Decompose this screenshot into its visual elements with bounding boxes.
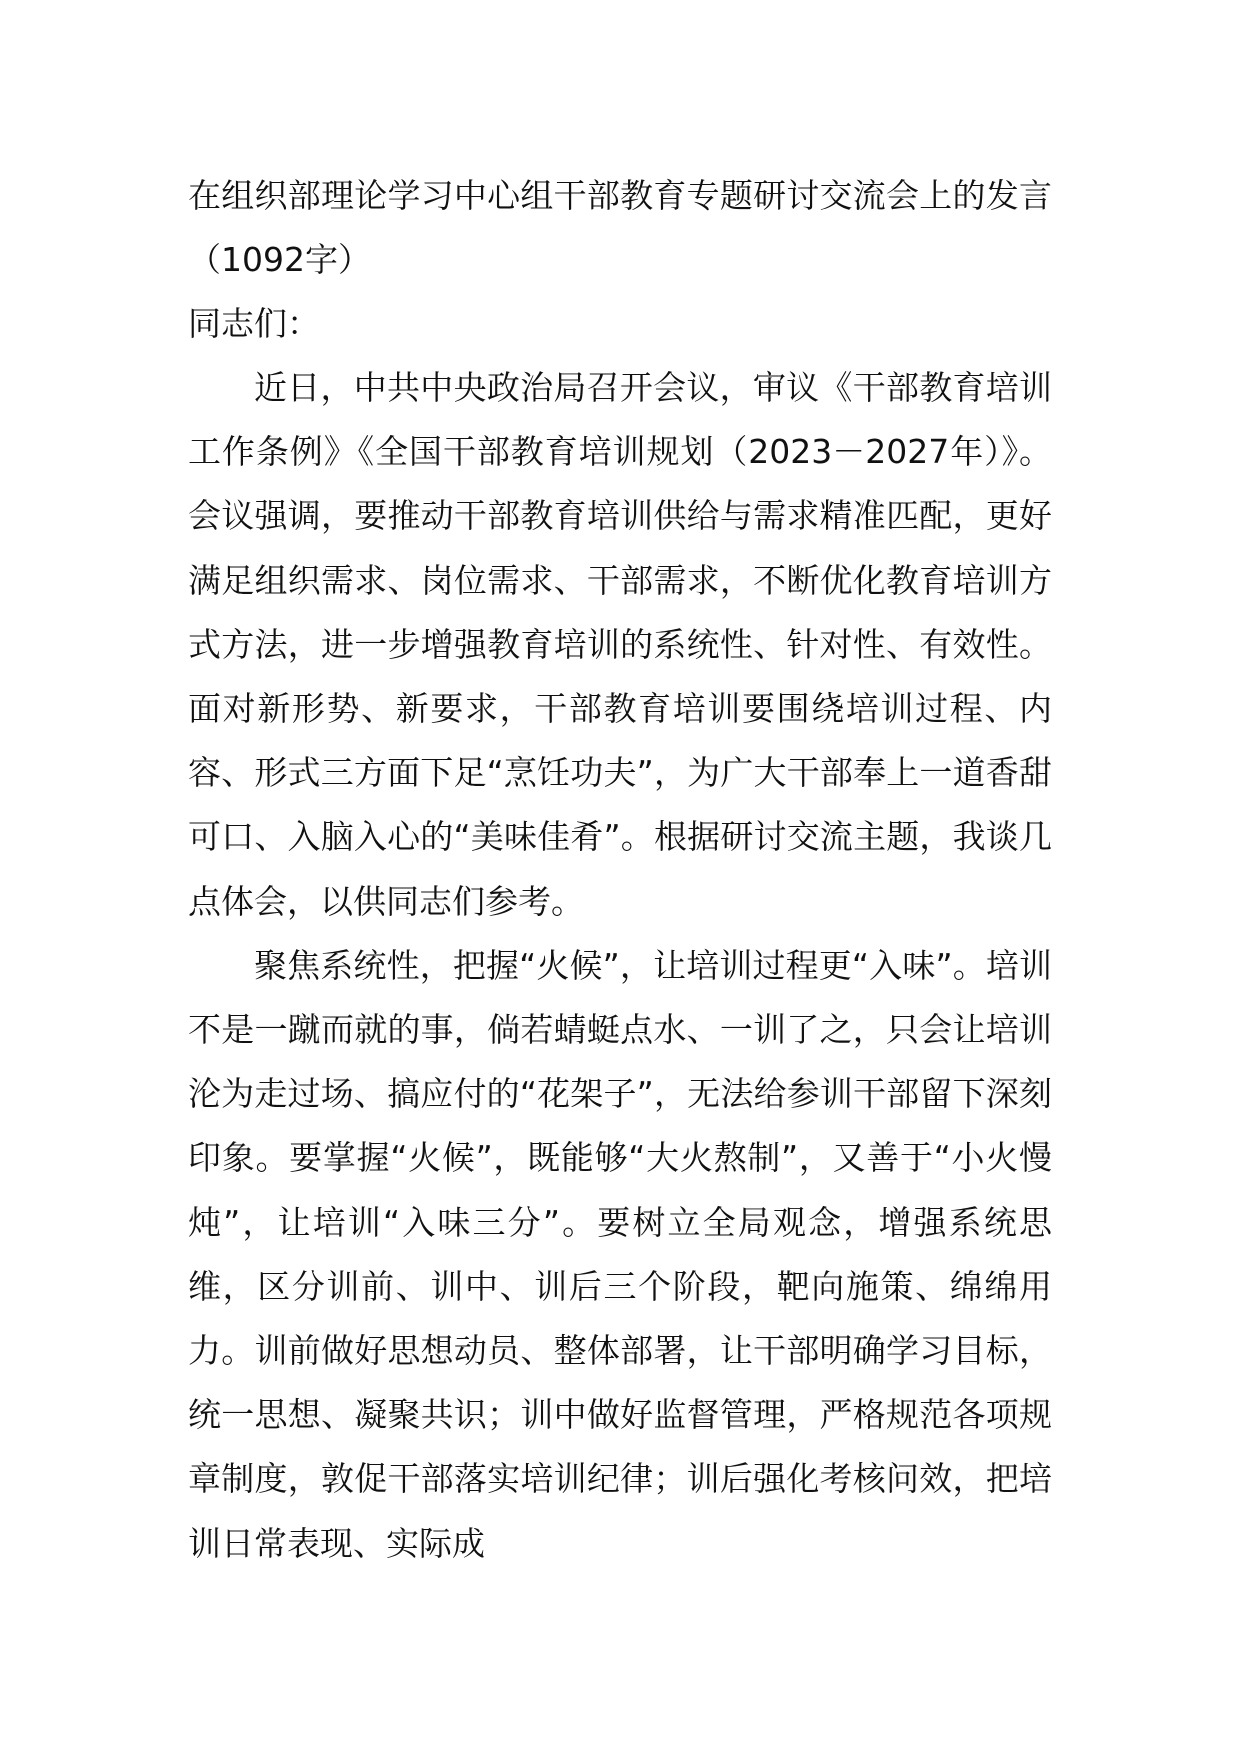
document-title: 在组织部理论学习中心组干部教育专题研讨交流会上的发言（1092字）	[188, 176, 1052, 279]
document-body	[188, 164, 1052, 1576]
salutation: 同志们：	[188, 304, 320, 343]
paragraph-systematic: 聚焦系统性，把握“火候”，让培训过程更“入味”。培训不是一蹴而就的事，倘若蜻蜓点水、一训了之，只会让培训沦为走过场、搞应付的“花架子”，无法给参训干部留下深刻印象。要掌握“火候”，既能够“大火熬制”，又善于“小火慢炖”，让培训“入味三分”。要树立全局观念，增强系统思维，区分训前、训中、训后三个阶段，靶向施策、绵绵用力。训前做好思想动员、整体部署，让干部明确学习目标，统一思想、凝聚共识；训中做好监督管理，严格规范各项规章制度，敦促干部落实培训纪律；训后强化考核问效，把培训日常表现、实际成	[188, 945, 1052, 1563]
paragraph-intro: 近日，中共中央政治局召开会议，审议《干部教育培训工作条例》《全国干部教育培训规划（2023－2027年）》。会议强调，要推动干部教育培训供给与需求精准匹配，更好满足组织需求、岗位需求、干部需求，不断优化教育培训方式方法，进一步增强教育培训的系统性、针对性、有效性。面对新形势、新要求，干部教育培训要围绕培训过程、内容、形式三方面下足“烹饪功夫”，为广大干部奉上一道香甜可口、入脑入心的“美味佳肴”。根据研讨交流主题，我谈几点体会，以供同志们参考。	[188, 368, 1052, 921]
